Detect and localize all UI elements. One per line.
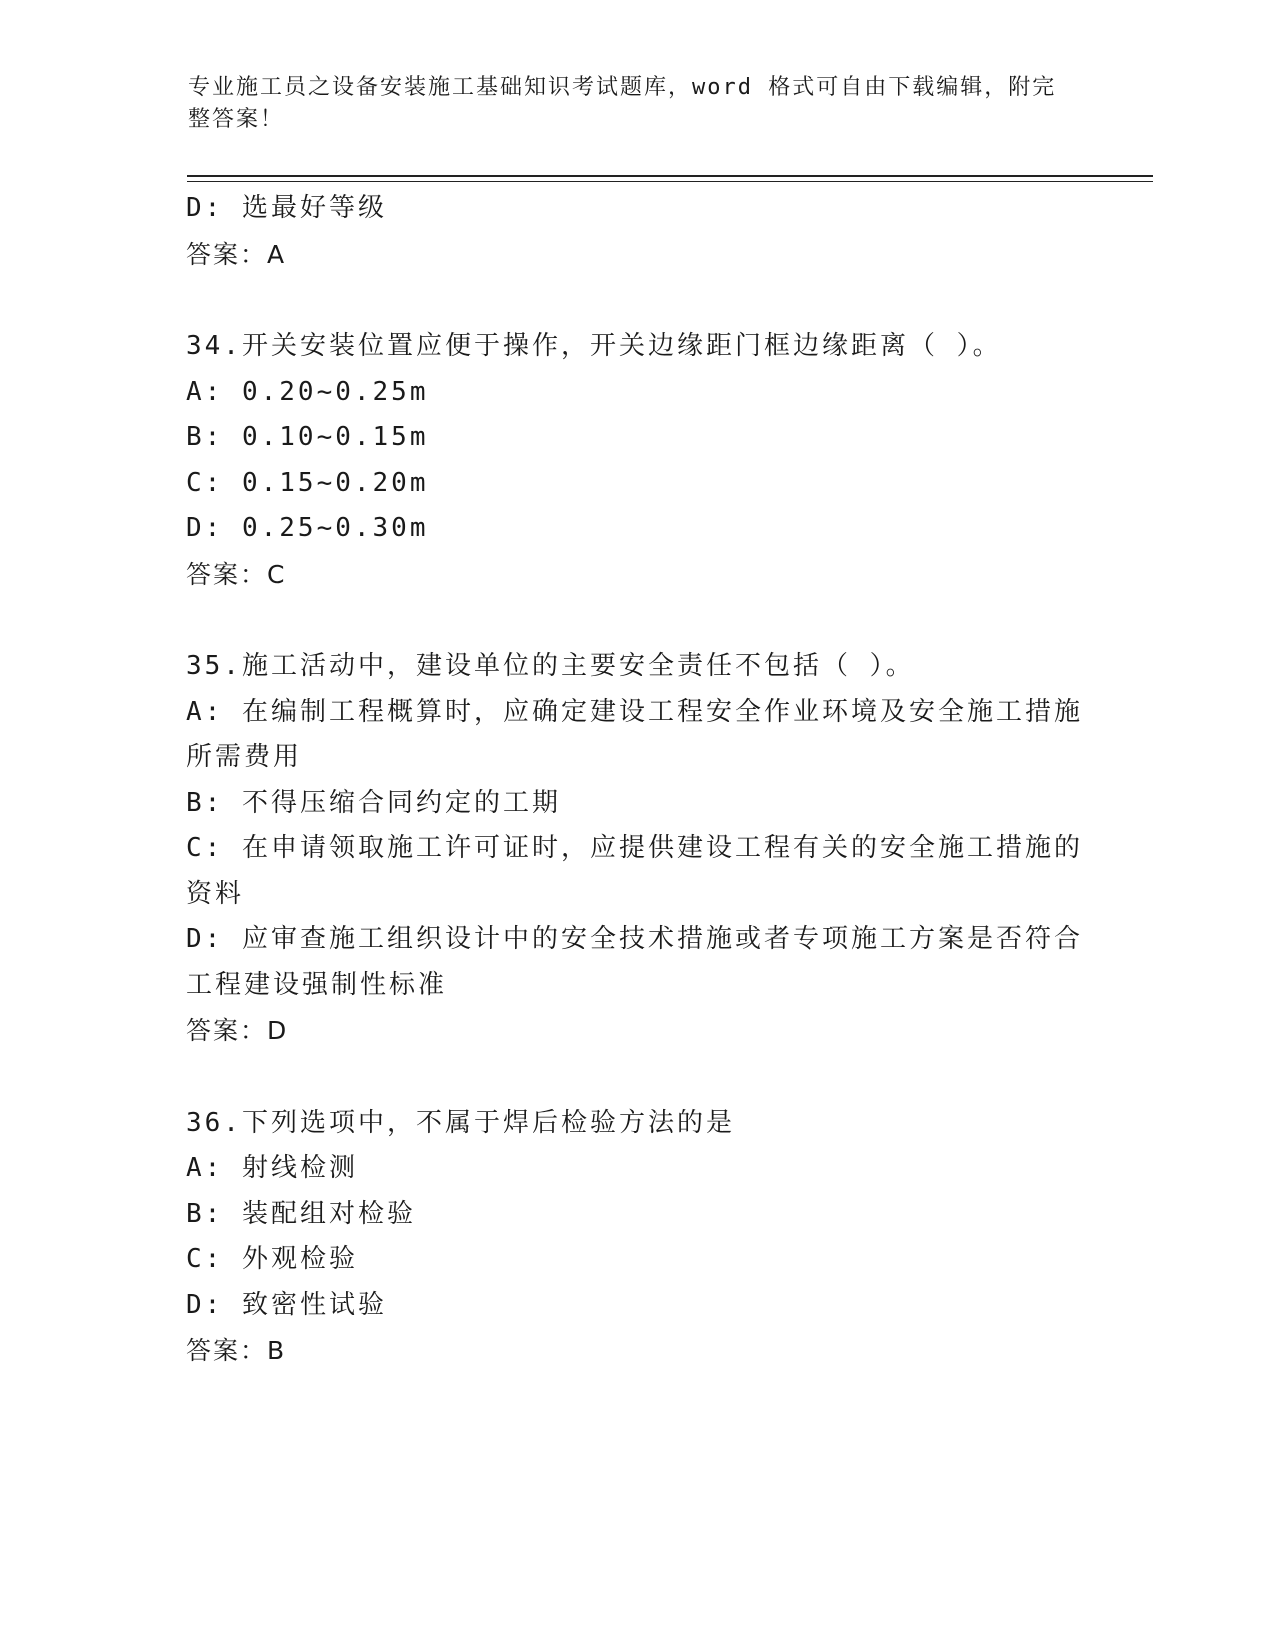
question-answer: 答案：C — [186, 559, 287, 589]
question-stem: 34.开关安装位置应便于操作，开关边缘距门框边缘距离（ ）。 — [186, 331, 1002, 361]
option-d: D: 应审查施工组织设计中的安全技术措施或者专项施工方案是否符合工程建设强制性标准 — [186, 924, 1083, 1000]
spacer — [186, 1054, 1086, 1101]
spacer — [186, 277, 1086, 324]
document-header: 专业施工员之设备安装施工基础知识考试题库，word 格式可自由下载编辑，附完整答案！ — [188, 75, 1057, 132]
option-c: C: 在申请领取施工许可证时，应提供建设工程有关的安全施工措施的资料 — [186, 833, 1083, 909]
question-stem: 36.下列选项中，不属于焊后检验方法的是 — [186, 1107, 735, 1138]
question-answer: 答案：D — [186, 1016, 289, 1045]
option-d: D: 0.25~0.30m — [186, 513, 429, 543]
option-b: B: 装配组对检验 — [186, 1198, 416, 1229]
question-content — [186, 186, 1086, 1374]
question-36 — [186, 1101, 1086, 1374]
question-stem: 35.施工活动中，建设单位的主要安全责任不包括（ ）。 — [186, 651, 915, 681]
option-d: D: 致密性试验 — [186, 1289, 387, 1320]
option-c: C: 外观检验 — [186, 1244, 358, 1274]
option-c: C: 0.15~0.20m — [186, 467, 429, 498]
question-answer: 答案：B — [186, 1336, 287, 1365]
question-35 — [186, 644, 1086, 1054]
option-b: B: 不得压缩合同约定的工期 — [186, 787, 561, 818]
carry-over-answer: 答案：A — [186, 239, 287, 269]
option-b: B: 0.10~0.15m — [186, 422, 429, 452]
question-34 — [186, 324, 1086, 597]
option-a: A: 0.20~0.25m — [186, 376, 429, 407]
spacer — [186, 597, 1086, 644]
option-a: A: 射线检测 — [186, 1153, 358, 1183]
header-divider-thin — [187, 181, 1153, 182]
carry-over-option-d: D: 选最好等级 — [186, 193, 387, 223]
option-a: A: 在编制工程概算时，应确定建设工程安全作业环境及安全施工措施所需费用 — [186, 696, 1083, 772]
header-divider-thick — [187, 175, 1153, 177]
